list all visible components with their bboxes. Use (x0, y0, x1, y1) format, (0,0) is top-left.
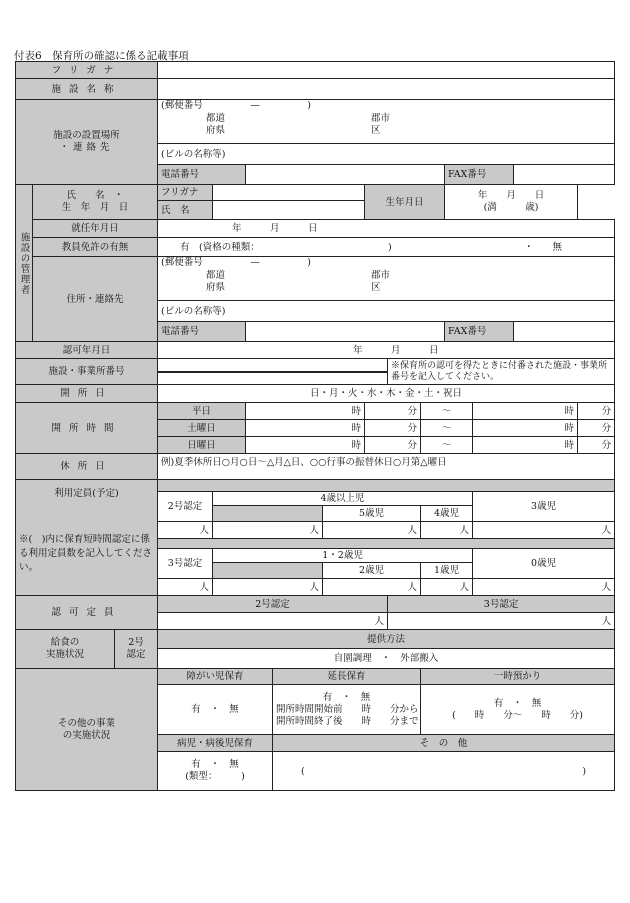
cap-2go-total[interactable]: 人 (158, 522, 213, 539)
licensed-capacity-label: 認可定員 (16, 596, 158, 630)
licensed-3go-field[interactable]: 人 (388, 613, 615, 630)
admin-fax-label: FAX番号 (445, 322, 514, 342)
extended-care-label: 延長保育 (273, 669, 421, 685)
disabled-care-label: 障がい児保育 (158, 669, 273, 685)
open-days-label: 開所日 (16, 385, 158, 403)
cap-2sai-label: 2歳児 (323, 563, 421, 579)
admin-start-field[interactable]: 年 月 日 (158, 220, 615, 238)
fax-label: FAX番号 (445, 165, 514, 185)
facility-name-label: 施設名称 (16, 79, 158, 100)
admin-shimei-label: 氏 名 (158, 201, 213, 220)
admin-tel-label: 電話番号 (158, 322, 246, 342)
sick-care-field[interactable]: 有 ・ 無 (類型： ) (158, 752, 273, 791)
cap-2sai-total[interactable]: 人 (323, 579, 421, 596)
meals-method-field[interactable]: 自園調理 ・ 外部搬入 (158, 649, 615, 669)
cap-12sai-label: 1・2歳児 (213, 549, 473, 563)
capacity-label: 利用定員(予定) (54, 488, 119, 499)
admin-license-label: 教員免許の有無 (33, 238, 158, 257)
closed-days-field[interactable]: 例)夏季休所日○月○日～△月△日、○○行事の振替休日○月第△曜日 (158, 454, 615, 480)
meals-label: 給食の 実施状況 (16, 630, 115, 669)
other-label: その他の事業 の実施状況 (16, 669, 158, 791)
cap-3sai-total[interactable]: 人 (473, 522, 615, 539)
disabled-care-field[interactable]: 有 ・ 無 (158, 685, 273, 735)
facility-number-note: ※保育所の認可を得たときに付番された施設・事業所番号を記入してください。 (388, 359, 615, 385)
cap-5sai-label: 5歳児 (323, 506, 421, 522)
confirmation-form: フリガナ 施設名称 施設の設置場所 ・連絡先 (郵便番号 — ) 都道 府県 郡市 区 (ビルの名称等) 電話番号 FAX番号 施設の管理者 氏 名 ・ 生 年 月 日 フリガナ 生年月日 年 月 日 (満 歳) 氏 名 就任年月日 年 月 日 教員免許の有無 有 (資格の種類： ) ・ 無 住所・連絡先 (郵便番号 — ) 都道 府県 郡市 区 (ビルの名称等) 電話番号 FAX番号 認可年月日 年 月 日 施設・事業所番号 ※保育所の認可を得たときに付番された施設・事業所番号を記入してください。 開所日 日・月・火・水・木・金・土・祝日 開所時間 平日 時 分 ～ 時 分 土曜日 時 分 ～ 時 分 日曜日 時 分 ～ 時 分 休所日 例)夏季休所日○月○日～△月△日、○○行事の振替休日○月第△曜日 利用定員(予定) ※( )内に保育短時間認定に係る利用定員数を記入してください。 2号認定 4歳以上児 3歳児 5歳児 4歳児 人 人 人 人 人 3号認定 1・2歳児 0歳児 2歳児 1歳児 人 人 人 人 人 認可定員 2号認定 3号認定 人 人 給食の 実施状況 2号 認定 提供方法 自園調理 ・ 外部搬入 その他の事業 の実施状況 障がい児保育 延長保育 一時預かり 有 ・ 無 有 ・ 無 開所時間開始前 時 分から 開所時間終了後 時 分まで 有 ・ 無 ( 時 分～ 時 分) 病児・病後児保育 そ の 他 有 ・ 無 (類型： ) ( ) (15, 61, 615, 791)
extended-care-field[interactable]: 有 ・ 無 開所時間開始前 時 分から 開所時間終了後 時 分まで (273, 685, 421, 735)
cap-0sai-label: 0歳児 (473, 549, 615, 579)
facility-furigana-field[interactable] (158, 62, 615, 79)
cap-2go-label: 2号認定 (158, 492, 213, 522)
cap-4sai-label: 4歳児 (421, 506, 473, 522)
open-hours-label: 開所時間 (16, 403, 158, 454)
cap-over4-total[interactable]: 人 (213, 522, 323, 539)
sick-care-label: 病児・病後児保育 (158, 735, 273, 752)
cap-0sai-total[interactable]: 人 (473, 579, 615, 596)
open-days-field[interactable]: 日・月・火・水・木・金・土・祝日 (158, 385, 615, 403)
admin-building-field[interactable]: (ビルの名称等) (158, 301, 615, 322)
admin-furigana-label: フリガナ (158, 185, 213, 201)
licensed-2go-label: 2号認定 (158, 596, 388, 613)
admin-address-field[interactable]: (郵便番号 — ) 都道 府県 郡市 区 (158, 257, 615, 301)
furigana-label: フリガナ (16, 62, 158, 79)
temporary-care-field[interactable]: 有 ・ 無 ( 時 分～ 時 分) (421, 685, 615, 735)
cap-1sai-total[interactable]: 人 (421, 579, 473, 596)
licensed-2go-field[interactable]: 人 (158, 613, 388, 630)
cap-4sai-total[interactable]: 人 (421, 522, 473, 539)
other-services-field[interactable]: ( ) (273, 752, 615, 791)
facility-name-field[interactable] (158, 79, 615, 100)
admin-fax-field[interactable] (514, 322, 615, 342)
capacity-label-cell (16, 480, 158, 596)
admin-name-label: 氏 名 ・ 生 年 月 日 (33, 185, 158, 220)
capacity-note: ※( )内に保育短時間認定に係る利用定員数を記入してください。 (19, 534, 153, 573)
cap-1sai-label: 1歳児 (421, 563, 473, 579)
admin-tel-field[interactable] (246, 322, 445, 342)
admin-address-label: 住所・連絡先 (33, 257, 158, 342)
admin-birth-field[interactable]: 年 月 日 (満 歳) (445, 185, 578, 220)
location-address-field[interactable]: (郵便番号 — ) 都道 府県 郡市 区 (158, 100, 615, 144)
location-building-field[interactable]: (ビルの名称等) (158, 144, 615, 165)
cap-12sai-total[interactable]: 人 (213, 579, 323, 596)
facility-number-boxes[interactable] (158, 359, 388, 385)
closed-days-label: 休所日 (16, 454, 158, 480)
saturday-label: 土曜日 (158, 420, 246, 437)
admin-start-label: 就任年月日 (33, 220, 158, 238)
temporary-care-label: 一時預かり (421, 669, 615, 685)
tel-field[interactable] (246, 165, 445, 185)
admin-license-field[interactable]: 有 (資格の種類： ) ・ 無 (158, 238, 615, 257)
admin-furigana-field[interactable] (213, 185, 365, 201)
admin-name-field[interactable] (213, 201, 365, 220)
approval-date-field[interactable]: 年 月 日 (158, 342, 615, 359)
cap-over4-label: 4歳以上児 (213, 492, 473, 506)
tel-label: 電話番号 (158, 165, 246, 185)
admin-birth-label: 生年月日 (365, 185, 445, 220)
page-title: 付表6 保育所の確認に係る記載事項 (14, 50, 189, 62)
sunday-label: 日曜日 (158, 437, 246, 454)
other-services-label: そ の 他 (273, 735, 615, 752)
licensed-3go-label: 3号認定 (388, 596, 615, 613)
cap-3go-label: 3号認定 (158, 549, 213, 579)
approval-date-label: 認可年月日 (16, 342, 158, 359)
cap-5sai-total[interactable]: 人 (323, 522, 421, 539)
cap-3go-total[interactable]: 人 (158, 579, 213, 596)
location-label: 施設の設置場所 ・連絡先 (16, 100, 158, 185)
weekday-label: 平日 (158, 403, 246, 420)
fax-field[interactable] (514, 165, 615, 185)
meals-type-label: 2号 認定 (115, 630, 158, 669)
meals-method-label: 提供方法 (158, 630, 615, 649)
facility-number-label: 施設・事業所番号 (16, 359, 158, 385)
cap-3sai-label: 3歳児 (473, 492, 615, 522)
admin-side-label: 施設の管理者 (16, 185, 33, 342)
